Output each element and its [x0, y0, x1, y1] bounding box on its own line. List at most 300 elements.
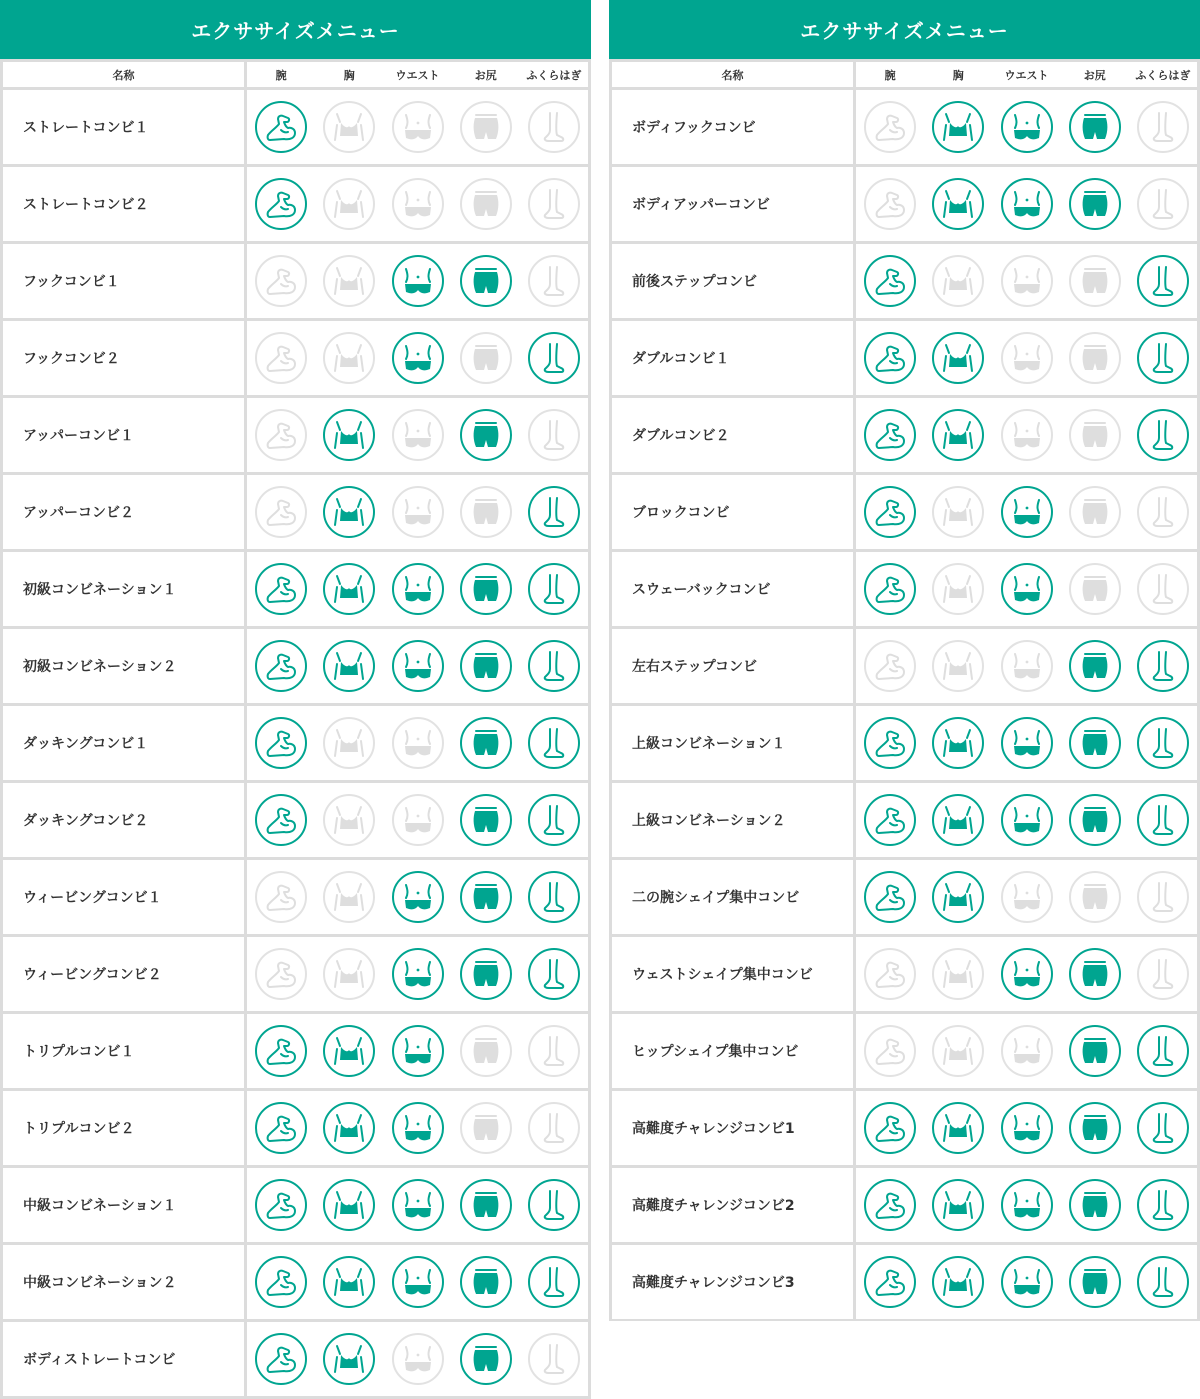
- calf-icon: [1137, 640, 1189, 692]
- calf-icon: [1137, 563, 1189, 615]
- chest-icon: [332, 341, 366, 375]
- chest-icon: [932, 255, 984, 307]
- waist-icon: [392, 486, 444, 538]
- waist-icon: [1001, 563, 1053, 615]
- chest-icon: [941, 495, 975, 529]
- exercise-name: 二の腕シェイプ集中コンビ: [612, 860, 853, 934]
- chest-icon: [332, 110, 366, 144]
- target-icons: [247, 706, 588, 780]
- arm-icon: [864, 794, 916, 846]
- waist-icon: [401, 1265, 435, 1299]
- arm-icon: [264, 649, 298, 683]
- calf-icon: [537, 572, 571, 606]
- chest-icon: [323, 1333, 375, 1385]
- exercise-name: ブロックコンビ: [612, 475, 853, 549]
- calf-icon: [528, 1333, 580, 1385]
- chest-icon: [323, 948, 375, 1000]
- arm-icon: [864, 101, 916, 153]
- hip-icon: [460, 1102, 512, 1154]
- target-icons: [247, 860, 588, 934]
- chest-icon: [932, 1256, 984, 1308]
- arm-icon: [864, 1102, 916, 1154]
- arm-icon: [264, 264, 298, 298]
- chest-icon: [932, 486, 984, 538]
- hip-icon: [1069, 640, 1121, 692]
- target-icons: [247, 1091, 588, 1165]
- hip-icon: [1069, 486, 1121, 538]
- calf-icon: [528, 871, 580, 923]
- exercise-row: [3, 1322, 588, 1396]
- waist-icon: [1001, 332, 1053, 384]
- left-header-calf: ふくらはぎ: [526, 68, 582, 82]
- calf-icon: [1146, 1034, 1180, 1068]
- calf-icon: [1137, 1025, 1189, 1077]
- chest-icon: [941, 957, 975, 991]
- exercise-row: [3, 1168, 588, 1242]
- exercise-name: 前後ステップコンビ: [612, 244, 853, 318]
- right-header-calf: ふくらはぎ: [1135, 68, 1191, 82]
- hip-icon: [460, 255, 512, 307]
- exercise-row: [3, 1091, 588, 1165]
- calf-icon: [528, 1179, 580, 1231]
- right-menu-panel: [609, 0, 1200, 1321]
- waist-icon: [392, 948, 444, 1000]
- waist-icon: [1010, 803, 1044, 837]
- calf-icon: [537, 187, 571, 221]
- arm-icon: [873, 495, 907, 529]
- arm-icon: [873, 803, 907, 837]
- right-header-hip: お尻: [1083, 68, 1106, 82]
- exercise-name: フックコンビ１: [3, 244, 244, 318]
- exercise-name: ダッキングコンビ２: [3, 783, 244, 857]
- calf-icon: [537, 495, 571, 529]
- arm-icon: [873, 880, 907, 914]
- hip-icon: [1078, 187, 1112, 221]
- chest-icon: [323, 1025, 375, 1077]
- arm-icon: [864, 178, 916, 230]
- calf-icon: [528, 486, 580, 538]
- chest-icon: [941, 1265, 975, 1299]
- hip-icon: [469, 880, 503, 914]
- chest-icon: [932, 409, 984, 461]
- waist-icon: [392, 409, 444, 461]
- arm-icon: [873, 572, 907, 606]
- exercise-name: ダッキングコンビ１: [3, 706, 244, 780]
- left-exercise-list: [3, 90, 588, 1399]
- arm-icon: [264, 726, 298, 760]
- waist-icon: [392, 332, 444, 384]
- chest-icon: [332, 1265, 366, 1299]
- calf-icon: [528, 640, 580, 692]
- exercise-name: ストレートコンビ２: [3, 167, 244, 241]
- waist-icon: [1010, 341, 1044, 375]
- waist-icon: [1010, 1111, 1044, 1145]
- calf-icon: [537, 1188, 571, 1222]
- arm-icon: [873, 341, 907, 375]
- chest-icon: [332, 572, 366, 606]
- arm-icon: [864, 1179, 916, 1231]
- chest-icon: [941, 341, 975, 375]
- hip-icon: [1069, 1179, 1121, 1231]
- calf-icon: [1146, 726, 1180, 760]
- hip-icon: [460, 563, 512, 615]
- arm-icon: [264, 110, 298, 144]
- chest-icon: [941, 649, 975, 683]
- waist-icon: [401, 110, 435, 144]
- waist-icon: [1001, 717, 1053, 769]
- chest-icon: [932, 178, 984, 230]
- chest-icon: [323, 332, 375, 384]
- waist-icon: [1001, 1025, 1053, 1077]
- calf-icon: [1146, 572, 1180, 606]
- exercise-row: [612, 783, 1197, 857]
- hip-icon: [1078, 572, 1112, 606]
- arm-icon: [264, 1111, 298, 1145]
- hip-icon: [460, 486, 512, 538]
- hip-icon: [460, 1256, 512, 1308]
- exercise-name: 高難度チャレンジコンビ2: [612, 1168, 853, 1242]
- target-icons: [856, 167, 1197, 241]
- calf-icon: [1146, 341, 1180, 375]
- hip-icon: [1069, 1025, 1121, 1077]
- waist-icon: [1001, 1102, 1053, 1154]
- hip-icon: [460, 948, 512, 1000]
- hip-icon: [1078, 1188, 1112, 1222]
- hip-icon: [1078, 495, 1112, 529]
- arm-icon: [873, 1111, 907, 1145]
- target-icons: [856, 321, 1197, 395]
- target-icons: [247, 90, 588, 164]
- calf-icon: [528, 1102, 580, 1154]
- chest-icon: [932, 640, 984, 692]
- exercise-row: [3, 167, 588, 241]
- chest-icon: [332, 880, 366, 914]
- target-icons: [856, 783, 1197, 857]
- calf-icon: [528, 717, 580, 769]
- chest-icon: [323, 1179, 375, 1231]
- hip-icon: [1069, 717, 1121, 769]
- waist-icon: [392, 563, 444, 615]
- waist-icon: [1010, 957, 1044, 991]
- target-icons: [247, 167, 588, 241]
- target-icons: [247, 1168, 588, 1242]
- hip-icon: [1078, 1111, 1112, 1145]
- left-menu-title: エクササイズメニュー: [0, 0, 591, 59]
- waist-icon: [1010, 110, 1044, 144]
- arm-icon: [873, 649, 907, 683]
- waist-icon: [401, 187, 435, 221]
- target-icons: [856, 1168, 1197, 1242]
- arm-icon: [873, 187, 907, 221]
- arm-icon: [255, 1179, 307, 1231]
- hip-icon: [1069, 794, 1121, 846]
- calf-icon: [537, 1111, 571, 1145]
- calf-icon: [537, 803, 571, 837]
- arm-icon: [264, 803, 298, 837]
- calf-icon: [537, 418, 571, 452]
- target-icons: [856, 244, 1197, 318]
- calf-icon: [1146, 495, 1180, 529]
- arm-icon: [864, 1256, 916, 1308]
- chest-icon: [332, 418, 366, 452]
- waist-icon: [1010, 726, 1044, 760]
- chest-icon: [323, 871, 375, 923]
- arm-icon: [873, 1265, 907, 1299]
- waist-icon: [392, 1025, 444, 1077]
- arm-icon: [864, 1025, 916, 1077]
- waist-icon: [401, 1111, 435, 1145]
- hip-icon: [469, 957, 503, 991]
- arm-icon: [255, 871, 307, 923]
- calf-icon: [537, 1034, 571, 1068]
- arm-icon: [255, 948, 307, 1000]
- waist-icon: [401, 803, 435, 837]
- hip-icon: [1069, 255, 1121, 307]
- waist-icon: [401, 649, 435, 683]
- calf-icon: [1137, 717, 1189, 769]
- chest-icon: [332, 187, 366, 221]
- exercise-row: [3, 90, 588, 164]
- exercise-row: [3, 1014, 588, 1088]
- target-icons: [247, 398, 588, 472]
- arm-icon: [864, 409, 916, 461]
- chest-icon: [323, 640, 375, 692]
- hip-icon: [1078, 341, 1112, 375]
- calf-icon: [537, 1265, 571, 1299]
- chest-icon: [323, 717, 375, 769]
- waist-icon: [1001, 178, 1053, 230]
- right-header-arm: 腕: [884, 68, 896, 82]
- arm-icon: [255, 1102, 307, 1154]
- arm-icon: [255, 255, 307, 307]
- chest-icon: [332, 264, 366, 298]
- calf-icon: [1137, 101, 1189, 153]
- chest-icon: [323, 486, 375, 538]
- arm-icon: [873, 110, 907, 144]
- waist-icon: [401, 572, 435, 606]
- chest-icon: [932, 1025, 984, 1077]
- hip-icon: [1078, 649, 1112, 683]
- hip-icon: [1078, 264, 1112, 298]
- waist-icon: [1001, 1256, 1053, 1308]
- arm-icon: [255, 332, 307, 384]
- arm-icon: [873, 1188, 907, 1222]
- arm-icon: [864, 332, 916, 384]
- arm-icon: [264, 495, 298, 529]
- target-icons: [247, 1014, 588, 1088]
- calf-icon: [528, 794, 580, 846]
- waist-icon: [1010, 187, 1044, 221]
- waist-icon: [392, 1179, 444, 1231]
- calf-icon: [1146, 264, 1180, 298]
- waist-icon: [1010, 572, 1044, 606]
- waist-icon: [1010, 418, 1044, 452]
- hip-icon: [460, 101, 512, 153]
- calf-icon: [1137, 794, 1189, 846]
- calf-icon: [537, 110, 571, 144]
- waist-icon: [392, 178, 444, 230]
- calf-icon: [528, 255, 580, 307]
- exercise-name: ヒップシェイプ集中コンビ: [612, 1014, 853, 1088]
- hip-icon: [1069, 101, 1121, 153]
- chest-icon: [332, 957, 366, 991]
- calf-icon: [528, 948, 580, 1000]
- exercise-row: [612, 629, 1197, 703]
- target-icons: [247, 783, 588, 857]
- hip-icon: [469, 1111, 503, 1145]
- target-icons: [247, 629, 588, 703]
- arm-icon: [264, 1342, 298, 1376]
- arm-icon: [264, 1188, 298, 1222]
- calf-icon: [1146, 1111, 1180, 1145]
- chest-icon: [323, 1256, 375, 1308]
- hip-icon: [1078, 803, 1112, 837]
- chest-icon: [941, 572, 975, 606]
- exercise-name: トリプルコンビ２: [3, 1091, 244, 1165]
- chest-icon: [332, 1188, 366, 1222]
- waist-icon: [401, 418, 435, 452]
- exercise-name: 初級コンビネーション１: [3, 552, 244, 626]
- calf-icon: [1146, 418, 1180, 452]
- hip-icon: [1069, 409, 1121, 461]
- target-icons: [247, 321, 588, 395]
- exercise-name: 左右ステップコンビ: [612, 629, 853, 703]
- right-header-waist: ウエスト: [1004, 68, 1049, 82]
- chest-icon: [323, 255, 375, 307]
- exercise-name: ウェストシェイプ集中コンビ: [612, 937, 853, 1011]
- waist-icon: [401, 495, 435, 529]
- arm-icon: [255, 563, 307, 615]
- calf-icon: [528, 101, 580, 153]
- arm-icon: [864, 255, 916, 307]
- calf-icon: [537, 957, 571, 991]
- waist-icon: [1001, 409, 1053, 461]
- exercise-row: [3, 244, 588, 318]
- waist-icon: [401, 264, 435, 298]
- waist-icon: [392, 640, 444, 692]
- exercise-name: ウィービングコンビ２: [3, 937, 244, 1011]
- calf-icon: [537, 649, 571, 683]
- hip-icon: [469, 418, 503, 452]
- exercise-row: [612, 1245, 1197, 1319]
- hip-icon: [460, 794, 512, 846]
- waist-icon: [392, 1256, 444, 1308]
- hip-icon: [469, 110, 503, 144]
- hip-icon: [1078, 957, 1112, 991]
- chest-icon: [323, 563, 375, 615]
- target-icons: [856, 1091, 1197, 1165]
- exercise-row: [612, 706, 1197, 780]
- arm-icon: [864, 948, 916, 1000]
- calf-icon: [528, 1256, 580, 1308]
- hip-icon: [460, 640, 512, 692]
- exercise-name: 中級コンビネーション２: [3, 1245, 244, 1319]
- exercise-name: ダブルコンビ２: [612, 398, 853, 472]
- left-header-arm: 腕: [275, 68, 287, 82]
- hip-icon: [469, 1265, 503, 1299]
- hip-icon: [1069, 1256, 1121, 1308]
- chest-icon: [332, 1034, 366, 1068]
- exercise-name: トリプルコンビ１: [3, 1014, 244, 1088]
- left-header-waist: ウエスト: [395, 68, 440, 82]
- hip-icon: [1069, 332, 1121, 384]
- waist-icon: [1001, 948, 1053, 1000]
- waist-icon: [401, 957, 435, 991]
- calf-icon: [1137, 871, 1189, 923]
- chest-icon: [323, 1102, 375, 1154]
- exercise-row: [612, 167, 1197, 241]
- exercise-row: [3, 475, 588, 549]
- hip-icon: [460, 409, 512, 461]
- chest-icon: [941, 1034, 975, 1068]
- exercise-row: [3, 706, 588, 780]
- waist-icon: [1001, 101, 1053, 153]
- calf-icon: [1146, 803, 1180, 837]
- calf-icon: [528, 409, 580, 461]
- arm-icon: [264, 418, 298, 452]
- arm-icon: [255, 101, 307, 153]
- chest-icon: [332, 649, 366, 683]
- waist-icon: [1001, 255, 1053, 307]
- hip-icon: [1069, 563, 1121, 615]
- arm-icon: [255, 794, 307, 846]
- calf-icon: [528, 563, 580, 615]
- calf-icon: [537, 726, 571, 760]
- exercise-row: [612, 552, 1197, 626]
- exercise-name: 高難度チャレンジコンビ1: [612, 1091, 853, 1165]
- exercise-row: [612, 398, 1197, 472]
- chest-icon: [932, 948, 984, 1000]
- arm-icon: [873, 957, 907, 991]
- target-icons: [247, 244, 588, 318]
- waist-icon: [392, 1102, 444, 1154]
- hip-icon: [1069, 871, 1121, 923]
- arm-icon: [255, 409, 307, 461]
- waist-icon: [1001, 1179, 1053, 1231]
- hip-icon: [1078, 1265, 1112, 1299]
- calf-icon: [537, 880, 571, 914]
- exercise-row: [612, 90, 1197, 164]
- target-icons: [856, 860, 1197, 934]
- exercise-row: [3, 1245, 588, 1319]
- exercise-row: [3, 398, 588, 472]
- waist-icon: [1010, 880, 1044, 914]
- exercise-name: 中級コンビネーション１: [3, 1168, 244, 1242]
- waist-icon: [401, 1034, 435, 1068]
- calf-icon: [1137, 409, 1189, 461]
- target-icons: [247, 1245, 588, 1319]
- hip-icon: [460, 178, 512, 230]
- arm-icon: [255, 178, 307, 230]
- hip-icon: [1069, 1102, 1121, 1154]
- exercise-row: [3, 629, 588, 703]
- calf-icon: [1137, 332, 1189, 384]
- right-exercise-list: [612, 90, 1197, 1322]
- exercise-name: ボディアッパーコンビ: [612, 167, 853, 241]
- calf-icon: [1137, 1102, 1189, 1154]
- calf-icon: [1146, 649, 1180, 683]
- arm-icon: [264, 187, 298, 221]
- exercise-row: [3, 783, 588, 857]
- hip-icon: [469, 264, 503, 298]
- waist-icon: [1010, 1034, 1044, 1068]
- arm-icon: [864, 640, 916, 692]
- calf-icon: [1137, 486, 1189, 538]
- arm-icon: [864, 717, 916, 769]
- waist-icon: [1001, 640, 1053, 692]
- exercise-name: スウェーバックコンビ: [612, 552, 853, 626]
- calf-icon: [528, 332, 580, 384]
